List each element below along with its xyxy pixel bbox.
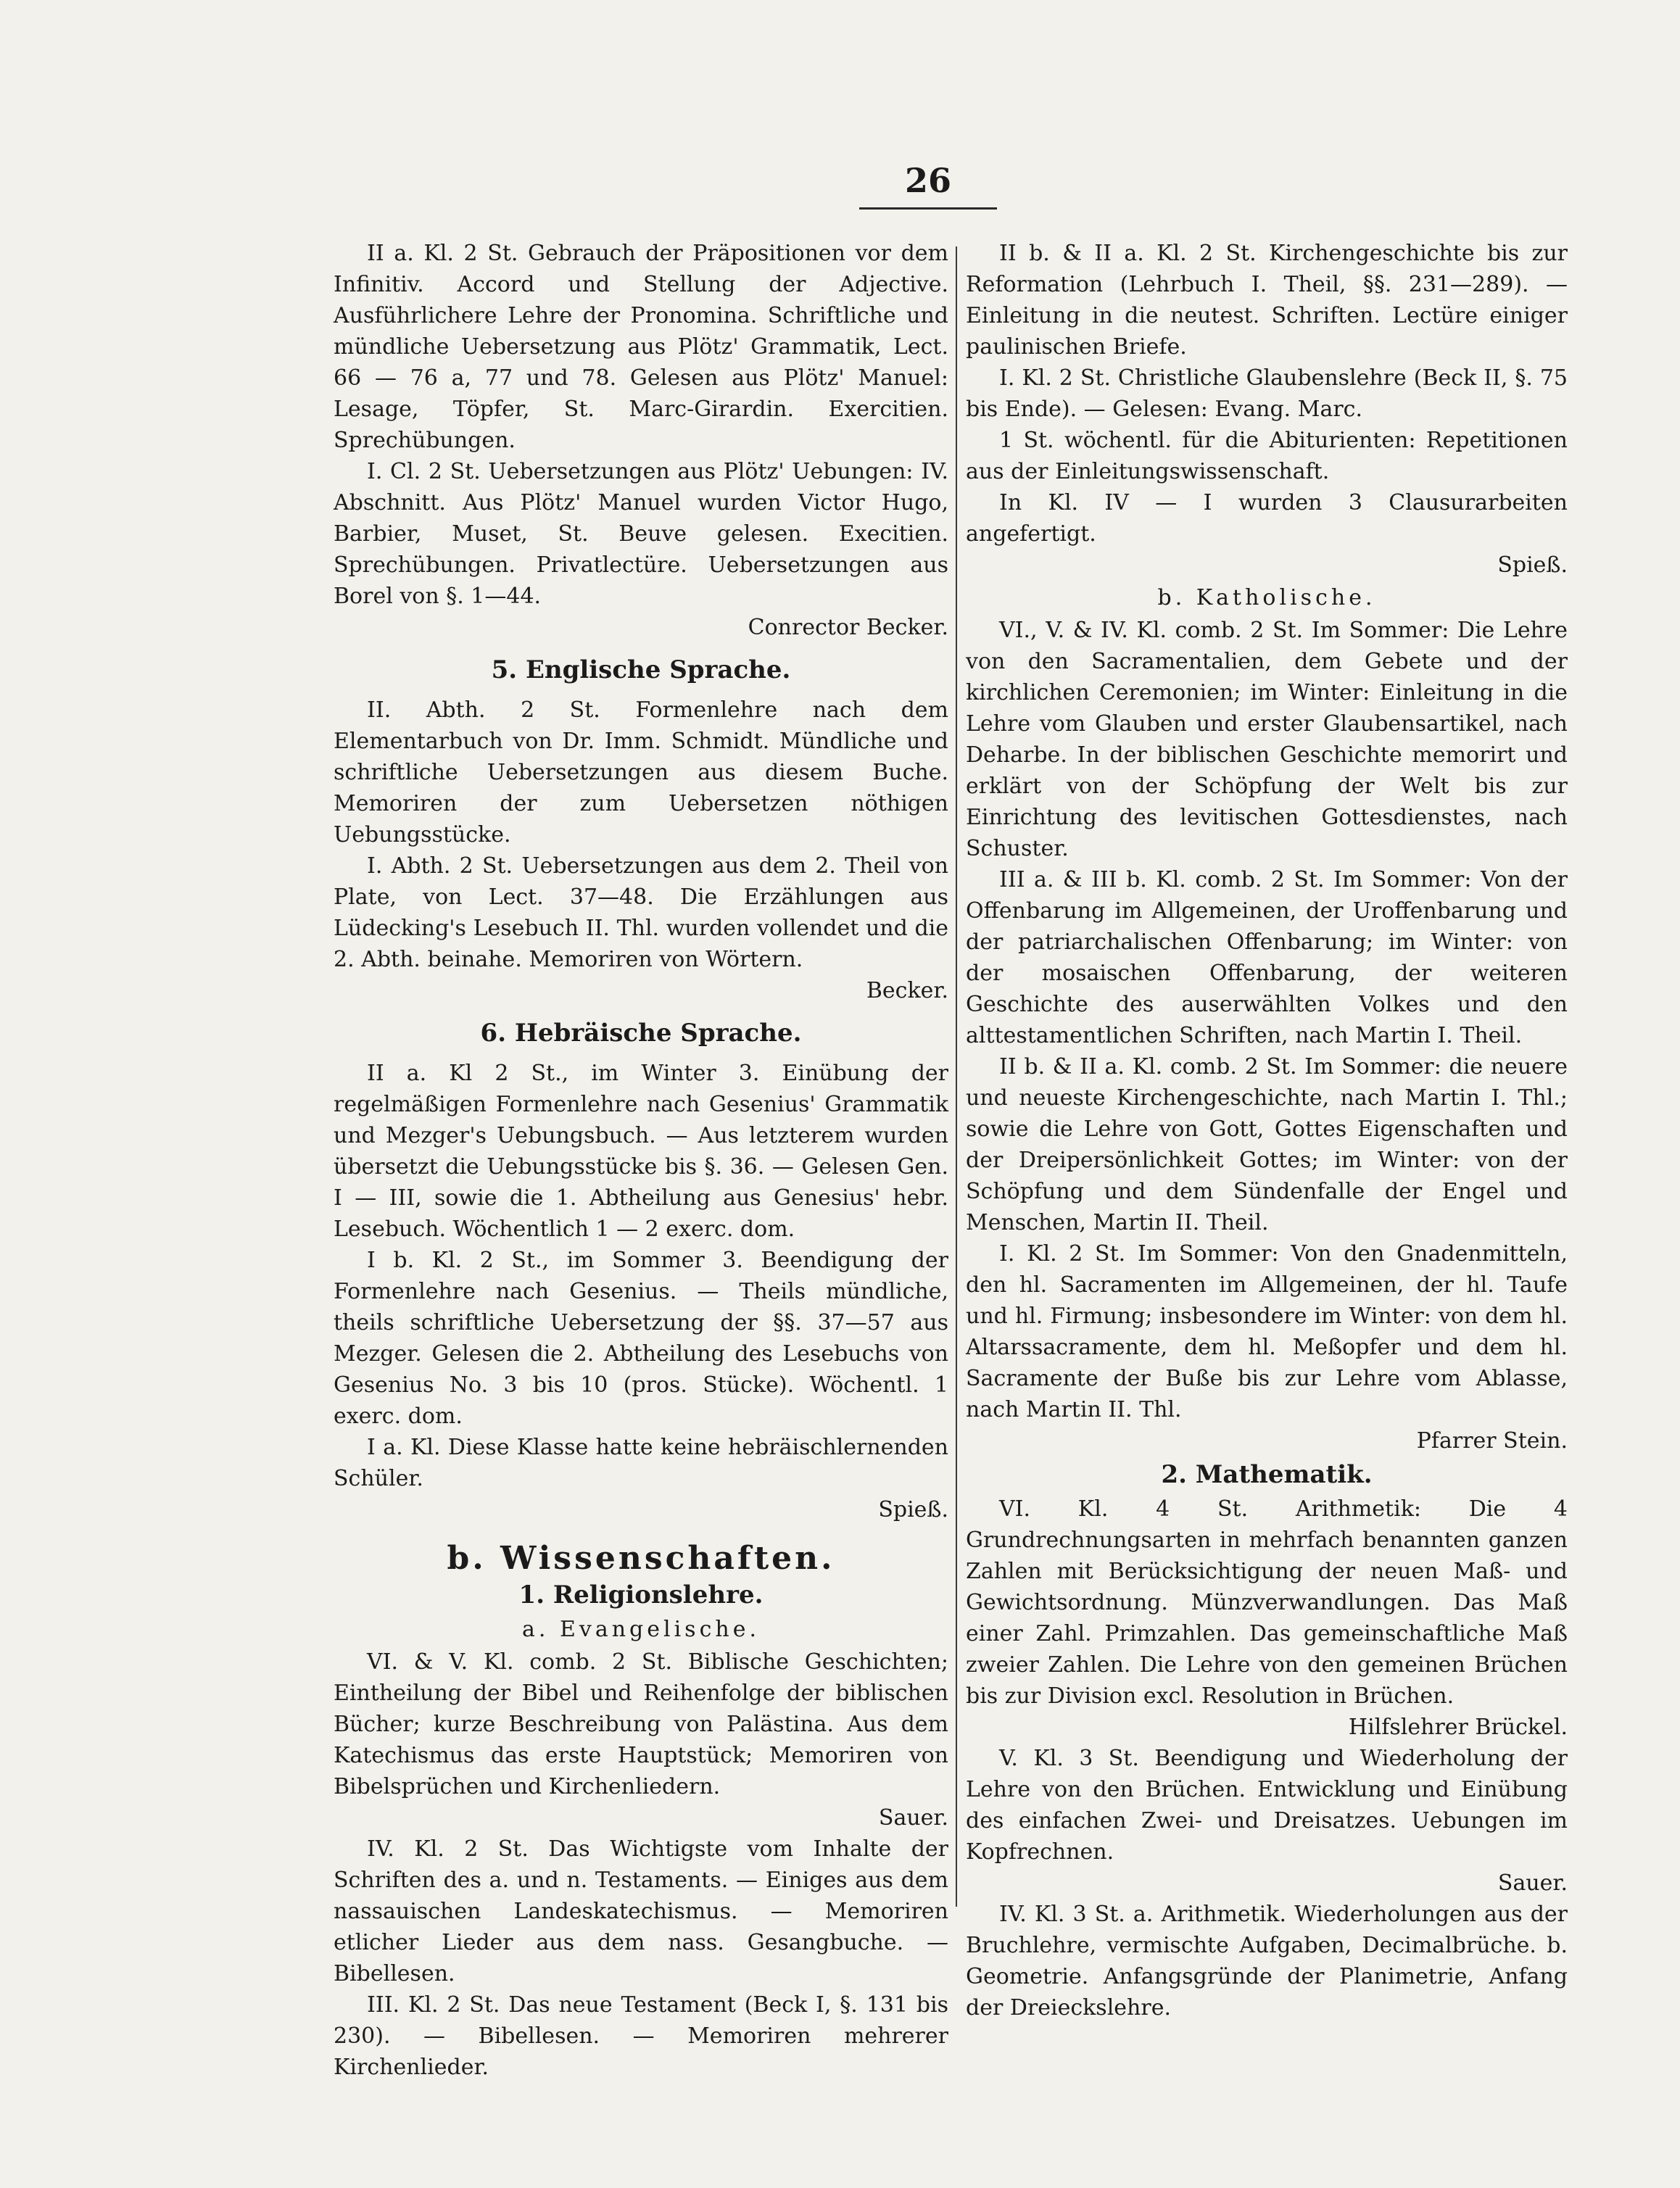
paragraph: IV. Kl. 3 St. a. Arithmetik. Wiederholungen aus der Bruchlehre, vermischte Aufgaben, Decimalbrüche. b. Geometrie. Anfangsgründe der Planimetrie, Anfang der Dreieckslehre. [966, 1902, 1568, 2021]
section-heading-hebrew: 6. Hebräische Sprache. [480, 1019, 802, 1048]
paragraph: III. Kl. 2 St. Das neue Testament (Beck I, §. 131 bis 230). — Bibellesen. — Memoriren mehrerer Kirchenlieder. [334, 1992, 948, 2080]
paragraph: II a. Kl. 2 St. Gebrauch der Präpositionen vor dem Infinitiv. Accord und Stellung der Adjective. Ausführlichere Lehre der Pronomina. Schriftliche und mündliche Uebersetzung aus Plötz' Grammatik, Lect. 66 — 76 a, 77 und 78. Gelesen aus Plötz' Manuel: Lesage, Töpfer, St. Marc-Girardin. Exercitien. Sprechübungen. [334, 241, 948, 453]
subsection-heading-katholisch: b. Katholische. [1157, 585, 1376, 610]
paragraph: I. Cl. 2 St. Uebersetzungen aus Plötz' Uebungen: IV. Abschnitt. Aus Plötz' Manuel wurden Victor Hugo, Barbier, Muset, St. Beuve gelesen. Execitien. Sprechübungen. Privatlectüre. Uebersetzungen aus Borel von §. 1—44. [334, 459, 948, 609]
paragraph: V. Kl. 3 St. Beendigung und Wiederholung der Lehre von den Brüchen. Entwicklung und Einübung des einfachen Zwei- und Dreisatzes. Uebungen im Kopfrechnen. [966, 1746, 1568, 1865]
section-heading-wissenschaften: b. Wissenschaften. [447, 1540, 835, 1577]
paragraph: I a. Kl. Diese Klasse hatte keine hebräischlernenden Schüler. [334, 1435, 948, 1491]
subsection-heading-mathematik: 2. Mathematik. [1161, 1460, 1373, 1489]
signature: Conrector Becker. [748, 615, 948, 640]
signature: Becker. [866, 978, 948, 1003]
page-number: 26 [859, 161, 997, 210]
paragraph: VI., V. & IV. Kl. comb. 2 St. Im Sommer: Die Lehre von den Sacramentalien, dem Gebete und der kirchlichen Ceremonien; im Winter: Einleitung in die Lehre vom Glauben und erster Glaubensartikel, nach Deharbe. In der biblischen Geschichte memorirt und erklärt von der Schöpfung der Welt bis zur Einrichtung des levitischen Gottesdienstes, nach Schuster. [966, 618, 1568, 861]
subsection-heading-religion: 1. Religionslehre. [518, 1580, 764, 1609]
paragraph: II b. & II a. Kl. comb. 2 St. Im Sommer: die neuere und neueste Kirchengeschichte, nach Martin I. Thl.; sowie die Lehre von Gott, Gottes Eigenschaften und der Dreipersönlichkeit Gottes; im Winter: von der Schöpfung und dem Sündenfalle der Engel und Menschen, Martin II. Theil. [966, 1054, 1568, 1235]
paragraph: II a. Kl 2 St., im Winter 3. Einübung der regelmäßigen Formenlehre nach Gesenius' Grammatik und Mezger's Uebungsbuch. — Aus letzterem wurden übersetzt die Uebungsstücke bis §. 36. — Gelesen Gen. I — III, sowie die 1. Abtheilung aus Genesius' hebr. Lesebuch. Wöchentlich 1 — 2 exerc. dom. [334, 1061, 948, 1242]
signature: Spieß. [1497, 552, 1568, 578]
signature: Sauer. [878, 1805, 948, 1831]
paragraph: I. Kl. 2 St. Christliche Glaubenslehre (Beck II, §. 75 bis Ende). — Gelesen: Evang. Marc. [966, 365, 1568, 422]
signature: Spieß. [878, 1497, 948, 1522]
paragraph: I. Abth. 2 St. Uebersetzungen aus dem 2. Theil von Plate, von Lect. 37—48. Die Erzählungen aus Lüdecking's Lesebuch II. Thl. wurden vollendet und die 2. Abth. beinahe. Memoriren von Wörtern. [334, 853, 948, 972]
paragraph: VI. & V. Kl. comb. 2 St. Biblische Geschichten; Eintheilung der Bibel und Reihenfolge der biblischen Bücher; kurze Beschreibung von Palästina. Aus dem Katechismus das erste Hauptstück; Memoriren von Bibelsprüchen und Kirchenliedern. [334, 1649, 948, 1799]
section-heading-english: 5. Englische Sprache. [491, 655, 791, 684]
signature: Hilfslehrer Brückel. [1348, 1715, 1568, 1740]
paragraph: III a. & III b. Kl. comb. 2 St. Im Sommer: Von der Offenbarung im Allgemeinen, der Uroffenbarung und der patriarchalischen Offenbarung; im Winter: von der mosaischen Offenbarung, der weiteren Geschichte des auserwählten Volkes und den alttestamentlichen Schriften, nach Martin I. Theil. [966, 867, 1568, 1048]
signature: Pfarrer Stein. [1416, 1428, 1568, 1454]
paragraph: 1 St. wöchentl. für die Abiturienten: Repetitionen aus der Einleitungswissenschaft. [966, 428, 1568, 484]
paragraph: IV. Kl. 2 St. Das Wichtigste vom Inhalte der Schriften des a. und n. Testaments. — Einiges aus dem nassauischen Landeskatechismus. — Memoriren etlicher Lieder aus dem nass. Gesangbuche. — Bibellesen. [334, 1836, 948, 1986]
paragraph: I. Kl. 2 St. Im Sommer: Von den Gnadenmitteln, den hl. Sacramenten im Allgemeinen, der hl. Taufe und hl. Firmung; insbesondere im Winter: von dem hl. Altarssacramente, dem hl. Meßopfer und dem hl. Sacramente der Buße bis zur Lehre vom Ablasse, nach Martin II. Thl. [966, 1241, 1568, 1422]
paragraph: II b. & II a. Kl. 2 St. Kirchengeschichte bis zur Reformation (Lehrbuch I. Theil, §§. 231—289). — Einleitung in die neutest. Schriften. Lectüre einiger paulinischen Briefe. [966, 241, 1568, 360]
signature: Sauer. [1497, 1870, 1568, 1896]
column-divider [956, 246, 957, 1907]
right-column [966, 238, 1568, 2023]
subsection-heading-evangelisch: a. Evangelische. [522, 1617, 760, 1642]
paragraph: II. Abth. 2 St. Formenlehre nach dem Elementarbuch von Dr. Imm. Schmidt. Mündliche und schriftliche Uebersetzungen aus diesem Buche. Memoriren der zum Uebersetzen nöthigen Uebungsstücke. [334, 697, 948, 848]
paragraph: In Kl. IV — I wurden 3 Clausurarbeiten angefertigt. [966, 490, 1568, 547]
paragraph: VI. Kl. 4 St. Arithmetik: Die 4 Grundrechnungsarten in mehrfach benannten ganzen Zahlen mit Berücksichtigung der neuen Maß- und Gewichtsordnung. Münzverwandlungen. Das Maß einer Zahl. Primzahlen. Das gemeinschaftliche Maß zweier Zahlen. Die Lehre von den gemeinen Brüchen bis zur Division excl. Resolution in Brüchen. [966, 1496, 1568, 1709]
left-column [334, 238, 948, 2083]
paragraph: I b. Kl. 2 St., im Sommer 3. Beendigung der Formenlehre nach Gesenius. — Theils mündliche, theils schriftliche Uebersetzung der §§. 37—57 aus Mezger. Gelesen die 2. Abtheilung des Lesebuchs von Gesenius No. 3 bis 10 (pros. Stücke). Wöchentl. 1 exerc. dom. [334, 1248, 948, 1429]
